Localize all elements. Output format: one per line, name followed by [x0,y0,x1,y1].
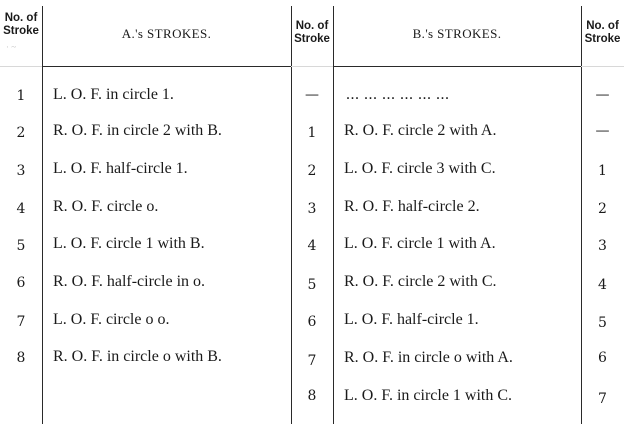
b-stroke-number: — [305,87,319,103]
b-stroke-number: 2 [307,163,317,179]
header-no-of-stroke-b [291,20,333,46]
b-stroke-text: R. O. F. half-circle 2. [344,198,480,215]
header-no-of-stroke-a [0,12,42,38]
header-rule-faint [291,66,333,67]
b-stroke-text: L. O. F. circle 3 with C. [344,160,496,177]
b-stroke-text: L. O. F. in circle 1 with C. [344,387,513,404]
header-label-line1: No. of [586,20,619,32]
b-stroke-number: 1 [307,125,317,141]
header-rule [333,66,581,67]
c-stroke-number: 1 [598,163,607,179]
c-stroke-number: 5 [598,315,607,331]
b-stroke-text: L. O. F. circle 1 with A. [344,235,496,252]
a-stroke-text: R. O. F. half-circle in o. [53,273,206,290]
b-stroke-text: ... ... ... ... ... ... [346,86,450,103]
b-stroke-number: 4 [307,238,317,254]
header-label-line1: No. of [4,12,38,24]
a-stroke-number: 7 [16,314,26,330]
a-stroke-text: L. O. F. in circle 1. [53,86,174,103]
a-stroke-number: 3 [16,163,26,179]
header-rule-faint [0,66,42,67]
c-stroke-number: 4 [598,277,607,293]
a-stroke-text: R. O. F. in circle 2 with B. [53,122,222,139]
b-stroke-number: 6 [307,314,317,330]
c-stroke-number: 3 [598,238,607,254]
a-stroke-number: 2 [16,125,26,141]
column-divider [333,6,334,424]
b-stroke-number: 3 [307,201,317,217]
scan-speck: · ~ [6,42,17,52]
header-no-of-stroke-c [581,20,624,46]
a-stroke-text: L. O. F. circle 1 with B. [53,235,205,252]
b-stroke-number: 5 [307,277,317,293]
a-stroke-text: R. O. F. in circle o with B. [53,348,222,365]
c-stroke-number: — [595,87,610,103]
b-stroke-text: R. O. F. circle 2 with C. [344,273,497,290]
header-b-strokes: B.'s STROKES. [412,26,502,41]
header-label-line2: Stroke [584,33,621,45]
a-stroke-number: 4 [16,201,26,217]
c-stroke-number: 7 [598,391,607,407]
b-stroke-text: R. O. F. circle 2 with A. [344,122,497,139]
b-stroke-text: R. O. F. in circle o with A. [344,349,513,366]
header-label-line2: Stroke [3,25,39,37]
b-stroke-number: 7 [307,353,317,369]
header-label-line1: No. of [295,20,329,32]
a-stroke-text: L. O. F. circle o o. [53,311,170,328]
header-rule [42,66,291,67]
header-label-line2: Stroke [294,33,330,45]
b-stroke-text: L. O. F. half-circle 1. [344,311,479,328]
header-rule-faint [581,66,624,67]
b-stroke-number: 8 [307,388,317,404]
a-stroke-number: 5 [16,238,26,254]
a-stroke-number: 6 [16,275,26,291]
c-stroke-number: — [595,123,610,139]
a-stroke-text: L. O. F. half-circle 1. [53,160,188,177]
c-stroke-number: 6 [598,350,607,366]
column-divider [42,6,43,424]
header-a-strokes: A.'s STROKES. [121,26,212,41]
a-stroke-number: 8 [16,350,26,366]
a-stroke-number: 1 [16,88,26,104]
a-stroke-text: R. O. F. circle o. [53,198,159,215]
c-stroke-number: 2 [598,201,607,217]
